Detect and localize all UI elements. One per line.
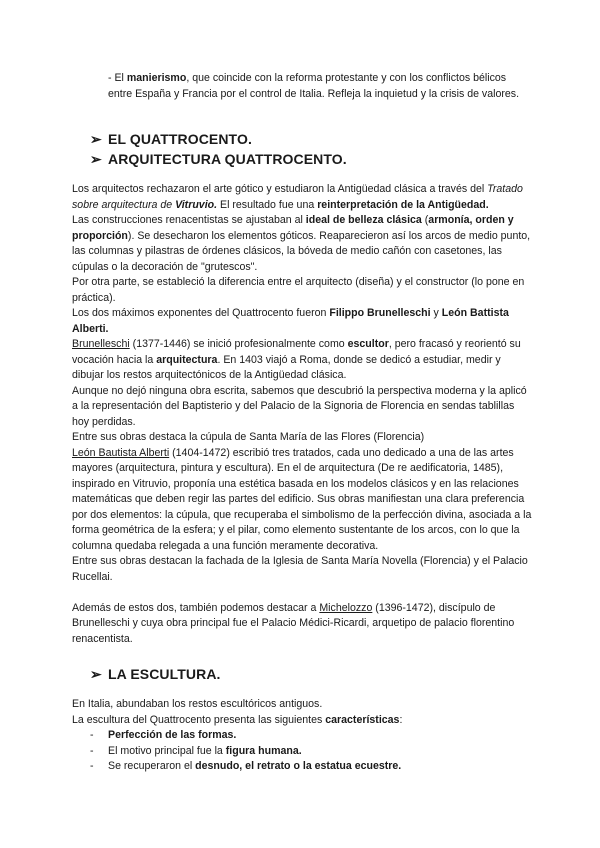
arch-paragraph-5	[72, 337, 534, 384]
sculpt-paragraph-2	[72, 713, 534, 729]
text: (	[421, 214, 429, 226]
bold-text: armonía, orden y proporción	[72, 214, 514, 242]
underlined-name: León Bautista Alberti	[72, 446, 170, 459]
vitruvio-name: Vitruvio.	[175, 198, 218, 211]
arrow-bullet-icon: ➢	[90, 151, 102, 167]
characteristics-list	[72, 728, 534, 775]
heading-quattrocento-text: EL QUATTROCENTO.	[108, 131, 252, 147]
bold-text: características	[325, 713, 400, 726]
arrow-bullet-icon: ➢	[90, 666, 102, 682]
arch-paragraph-3: Por otra parte, se estableció la diferencia entre el arquitecto (diseña) y el constructor (lo pone en práctica).	[72, 276, 525, 304]
text: Además de estos dos, también podemos destacar a	[72, 601, 320, 614]
bold-text: reinterpretación de la Antigüedad.	[317, 198, 489, 211]
text: El motivo principal fue la	[108, 744, 226, 757]
bold-text: León Battista Alberti.	[72, 307, 509, 335]
text: Las construcciones renacentistas se ajustaban al	[72, 214, 306, 226]
text: Los arquitectos rechazaron el arte gótico y estudiaron la Antigüedad clásica a través del	[72, 183, 488, 195]
intro-rest: , que coincide con la reforma protestante y con los conflictos bélicos entre España y Francia por el control de Italia. Refleja la inquietud y la crisis de valores.	[108, 72, 520, 100]
underlined-name: Brunelleschi	[72, 338, 130, 350]
intro-prefix: - El	[108, 72, 127, 84]
text: (1404-1472) escribió tres tratados, cada uno dedicado a una de las artes mayores (arquitectura, pintura y escultura). En el de arquitectura (De re aedificatoria, 1485), inspirado en Vitruvio, proponía una estética basada en los modelos clásicos y en las relaciones matemáticas que deben regir las partes del edificio. Sus obras manifiestan una clara preferencia por dos elementos: la cúpula, que recuperaba el simbolismo de la perfección divina, asociada a la forma geométrica de la esfera; y el pilar, como elemento sustentante de los arcos, con lo que la columna quedaba relegada a una función meramente decorativa.	[72, 446, 532, 552]
heading-escultura	[90, 666, 221, 683]
underlined-name: Michelozzo	[319, 601, 373, 614]
arch-paragraph-2	[72, 213, 534, 275]
arch-paragraph-1	[72, 182, 534, 213]
arch-paragraph-7: Entre sus obras destaca la cúpula de Santa María de las Flores (Florencia)	[72, 431, 425, 443]
heading-arquitectura-text: ARQUITECTURA QUATTROCENTO.	[108, 151, 347, 167]
architecture-section	[72, 182, 534, 647]
heading-escultura-text: LA ESCULTURA.	[108, 666, 221, 682]
text: El resultado fue una	[217, 198, 318, 211]
intro-bold: manierismo	[126, 72, 187, 84]
list-item	[72, 759, 534, 775]
text: . En 1403 viajó a Roma, donde se dedicó a estudiar, medir y dibujar los restos arquitectónicos de la Antigüedad clásica.	[72, 353, 501, 381]
bold-text: desnudo, el retrato o la estatua ecuestre.	[195, 760, 402, 772]
text: ). Se desecharon los elementos góticos. Reaparecieron así los arcos de medio punto, las columnas y pilastras de órdenes clásicos, la bóveda de medio cañón con casetones, las cúpulas o la decoración de "grutescos".	[72, 229, 531, 273]
text: :	[399, 713, 403, 726]
text: , pero fracasó y reorientó su vocación hacia la	[72, 338, 521, 366]
text: Se recuperaron el	[108, 760, 196, 772]
arch-paragraph-10	[72, 601, 534, 648]
text: La escultura del Quattrocento presenta las siguientes	[72, 713, 326, 726]
heading-arquitectura	[90, 151, 347, 168]
bold-text: Filippo Brunelleschi	[329, 307, 431, 319]
arch-paragraph-9: Entre sus obras destacan la fachada de la Iglesia de Santa María Novella (Florencia) y el Palacio Rucellai.	[72, 555, 528, 583]
bold-text: arquitectura	[156, 353, 218, 366]
bold-text: Perfección de las formas.	[108, 729, 237, 741]
heading-quattrocento	[90, 131, 252, 148]
text: Los dos máximos exponentes del Quattrocento fueron	[72, 307, 330, 319]
arch-paragraph-4	[72, 306, 534, 337]
text: y	[430, 307, 442, 319]
arrow-bullet-icon: ➢	[90, 131, 102, 147]
sculpture-section	[72, 697, 534, 775]
arch-paragraph-8	[72, 446, 534, 555]
bold-text: ideal de belleza clásica	[305, 214, 422, 226]
list-item	[72, 744, 534, 760]
text: (1396-1472), discípulo de Brunelleschi y cuya obra principal fue el Palacio Médici-Ricardi, arquetipo de palacio florentino renacentista.	[72, 601, 515, 645]
treatise-title: Tratado sobre arquitectura de	[72, 183, 523, 211]
bold-text: escultor	[347, 338, 389, 350]
arch-paragraph-6: Aunque no dejó ninguna obra escrita, sabemos que descubrió la perspectiva moderna y la aplicó a la representación del Baptisterio y del Palacio de la Signoria de Florencia en sendas tablillas hoy perdidas.	[72, 384, 527, 428]
intro-paragraph	[108, 71, 528, 102]
list-item	[72, 728, 534, 744]
text: (1377-1446) se inició profesionalmente como	[129, 338, 348, 350]
sculpt-paragraph-1: En Italia, abundaban los restos escultóricos antiguos.	[72, 698, 323, 710]
bold-text: figura humana.	[225, 744, 302, 757]
